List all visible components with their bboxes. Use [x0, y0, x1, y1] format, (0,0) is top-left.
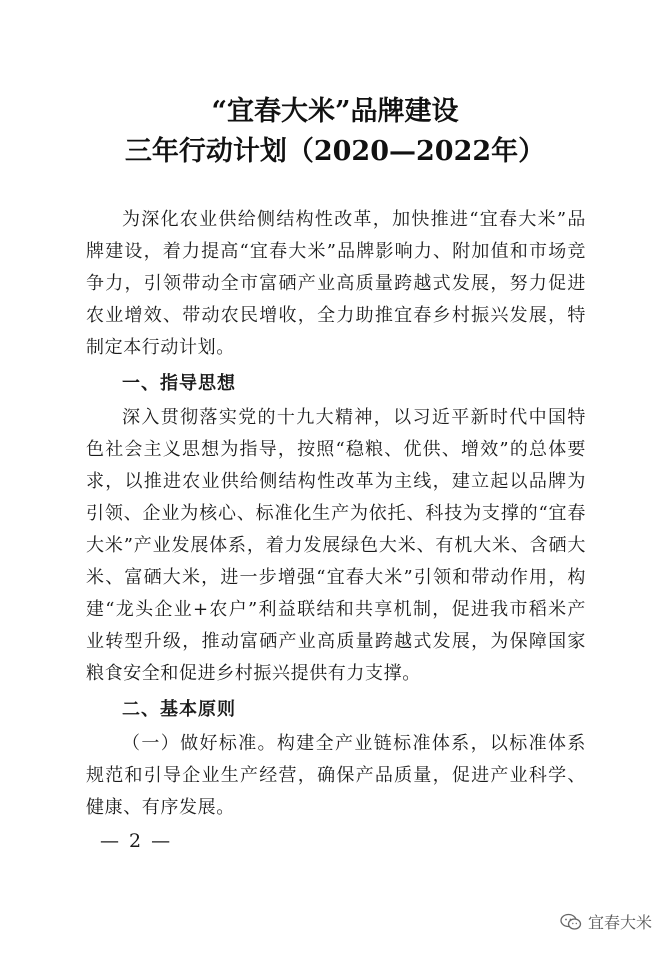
wechat-icon — [560, 913, 582, 931]
document-body — [86, 204, 586, 824]
section-heading-2: 二、基本原则 — [122, 699, 236, 720]
section-1-paragraph: 深入贯彻落实党的十九大精神，以习近平新时代中国特色社会主义思想为指导，按照“稳粮、优供、增效”的总体要求，以推进农业供给侧结构性改革为主线，建立起以品牌为引领、企业为核心、标准化生产为依托、科技为支撑的“宜春大米”产业发展体系，着力发展绿色大米、有机大米、含硒大米、富硒大米，进一步增强“宜春大米”引领和带动作用，构建“龙头企业+农户”利益联结和共享机制，促进我市稻米产业转型升级，推动富硒产业高质量跨越式发展，为保障国家粮食安全和促进乡村振兴提供有力支撑。 — [86, 407, 586, 684]
document-title — [0, 92, 670, 172]
watermark-text: 宜春大米 — [587, 913, 652, 932]
section-heading-1: 一、指导思想 — [122, 373, 236, 394]
intro-paragraph: 为深化农业供给侧结构性改革，加快推进“宜春大米”品牌建设，着力提高“宜春大米”品牌影响力、附加值和市场竞争力，引领带动全市富硒产业高质量跨越式发展，努力促进农业增效、带动农民增收，全力助推宜春乡村振兴发展，特制定本行动计划。 — [86, 209, 586, 358]
title-line-1: “宜春大米”品牌建设 — [211, 96, 459, 127]
title-line-2: 三年行动计划（2020—2022年） — [124, 136, 546, 167]
page-number: — 2 — — [100, 830, 173, 852]
wechat-watermark — [560, 910, 652, 933]
section-2-paragraph: （一）做好标准。构建全产业链标准体系，以标准体系规范和引导企业生产经营，确保产品质量，促进产业科学、健康、有序发展。 — [86, 733, 586, 818]
